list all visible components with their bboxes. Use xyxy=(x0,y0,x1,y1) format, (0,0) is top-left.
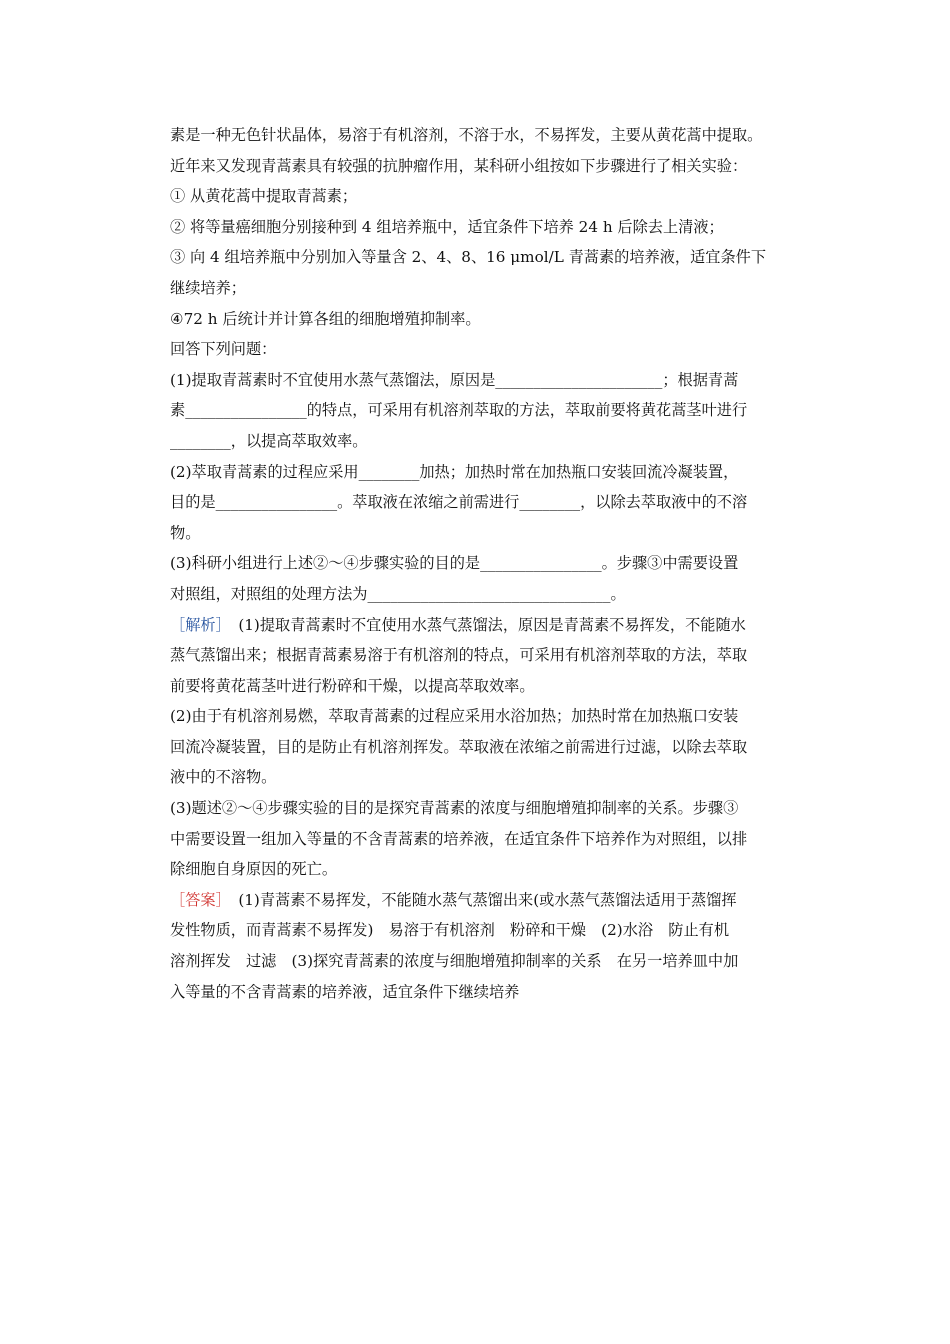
questions xyxy=(170,365,810,610)
analysis-line xyxy=(170,610,810,641)
answer-line: 发性物质，而青蒿素不易挥发) 易溶于有机溶剂 粉碎和干燥 (2)水浴 防止有机 xyxy=(170,921,730,940)
intro-line: 近年来又发现青蒿素具有较强的抗肿瘤作用，某科研小组按如下步骤进行了相关实验： xyxy=(170,156,748,175)
question-prompt: 回答下列问题： xyxy=(170,340,277,359)
analysis-tag: ［解析］ xyxy=(170,615,224,634)
answer-line xyxy=(170,885,810,916)
analysis-line: 回流冷凝装置，目的是防止有机溶剂挥发。萃取液在浓缩之前需进行过滤，以除去萃取 xyxy=(170,737,748,756)
question-2-line: 物。 xyxy=(170,523,201,542)
question-1-line: 素________________的特点，可采用有机溶剂萃取的方法，萃取前要将黄花蒿茎叶进行 xyxy=(170,401,748,420)
answer-line: 入等量的不含青蒿素的培养液，适宜条件下继续培养 xyxy=(170,982,520,1001)
analysis-line: (3)题述②～④步骤实验的目的是探究青蒿素的浓度与细胞增殖抑制率的关系。步骤③ xyxy=(170,799,739,818)
analysis-line: 蒸气蒸馏出来；根据青蒿素易溶于有机溶剂的特点，可采用有机溶剂萃取的方法，萃取 xyxy=(170,646,748,665)
analysis-line: (2)由于有机溶剂易燃，萃取青蒿素的过程应采用水浴加热；加热时常在加热瓶口安装 xyxy=(170,707,739,726)
step-3-cont: 继续培养； xyxy=(170,278,246,297)
answer-line: 溶剂挥发 过滤 (3)探究青蒿素的浓度与细胞增殖抑制率的关系 在另一培养皿中加 xyxy=(170,952,739,971)
intro-text xyxy=(170,120,810,365)
step-1: ① 从黄花蒿中提取青蒿素； xyxy=(170,187,358,206)
document-body xyxy=(170,120,810,1007)
step-3: ③ 向 4 组培养瓶中分别加入等量含 2、4、8、16 μmol/L 青蒿素的培养液，适宜条件下 xyxy=(170,248,767,267)
question-3-line: (3)科研小组进行上述②～④步骤实验的目的是________________。步骤③中需要设置 xyxy=(170,554,739,573)
step-4: ④72 h 后统计并计算各组的细胞增殖抑制率。 xyxy=(170,309,481,328)
question-2-line: (2)萃取青蒿素的过程应采用________加热；加热时常在加热瓶口安装回流冷凝装置， xyxy=(170,462,739,481)
analysis-section xyxy=(170,610,810,885)
intro-line: 素是一种无色针状晶体，易溶于有机溶剂，不溶于水，不易挥发，主要从黄花蒿中提取。 xyxy=(170,126,763,144)
answer-tag: ［答案］ xyxy=(170,890,224,909)
answer-section xyxy=(170,885,810,1007)
answer-line-text: (1)青蒿素不易挥发，不能随水蒸气蒸馏出来(或水蒸气蒸馏法适用于蒸馏挥 xyxy=(223,890,737,909)
question-2-line: 目的是________________。萃取液在浓缩之前需进行________，以除去萃取液中的不溶 xyxy=(170,493,748,512)
analysis-line-text: (1)提取青蒿素时不宜使用水蒸气蒸馏法，原因是青蒿素不易挥发，不能随水 xyxy=(223,615,746,634)
question-1-line: ________，以提高萃取效率。 xyxy=(170,431,368,450)
analysis-line: 前要将黄花蒿茎叶进行粉碎和干燥，以提高萃取效率。 xyxy=(170,676,535,695)
analysis-line: 液中的不溶物。 xyxy=(170,768,277,787)
analysis-line: 除细胞自身原因的死亡。 xyxy=(170,860,338,879)
question-1-line: (1)提取青蒿素时不宜使用水蒸气蒸馏法，原因是______________________；根据青蒿 xyxy=(170,370,739,389)
analysis-line: 中需要设置一组加入等量的不含青蒿素的培养液，在适宜条件下培养作为对照组，以排 xyxy=(170,829,748,848)
step-2: ② 将等量癌细胞分别接种到 4 组培养瓶中，适宜条件下培养 24 h 后除去上清液； xyxy=(170,217,724,236)
question-3-line: 对照组，对照组的处理方法为________________________________。 xyxy=(170,584,626,603)
